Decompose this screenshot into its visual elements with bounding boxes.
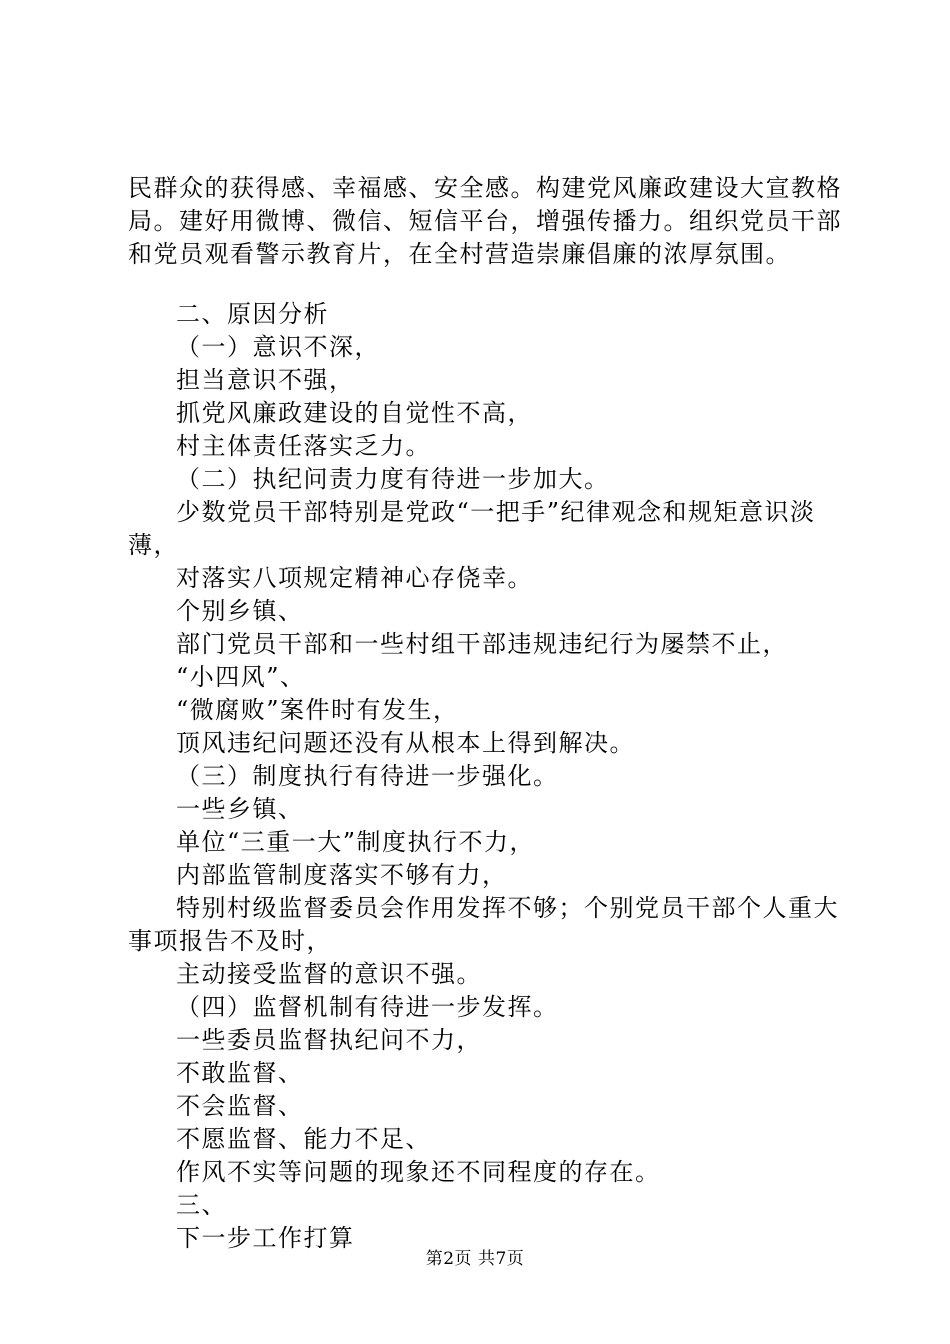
paragraph: “微腐败”案件时有发生，: [176, 696, 459, 724]
paragraph: 部门党员干部和一些村组干部违规违纪行为屡禁不止，: [176, 630, 788, 658]
paragraph: 一些委员监督执纪问不力，: [176, 1026, 482, 1054]
paragraph: 不会监督、: [176, 1092, 304, 1120]
page-number: 第2页 共7页: [425, 1249, 525, 1269]
paragraph: 内部监管制度落实不够有力，: [176, 861, 508, 889]
paragraph: 下一步工作打算: [176, 1224, 355, 1252]
paragraph: 顶风违纪问题还没有从根本上得到解决。: [176, 729, 635, 757]
section-heading: 三、: [176, 1191, 227, 1219]
subsection-heading: （一）意识不深，: [176, 333, 380, 361]
paragraph: 单位“三重一大”制度执行不力，: [176, 828, 536, 856]
paragraph: 作风不实等问题的现象还不同程度的存在。: [176, 1158, 661, 1186]
paragraph: “小四风”、: [176, 663, 306, 691]
paragraph: 一些乡镇、: [176, 795, 304, 823]
paragraph: 村主体责任落实乏力。: [176, 432, 431, 460]
paragraph: 担当意识不强，: [176, 366, 355, 394]
subsection-heading: （三）制度执行有待进一步强化。: [176, 762, 559, 790]
paragraph: 不愿监督、能力不足、: [176, 1125, 431, 1153]
document-body: [128, 172, 848, 1255]
section-heading: 二、原因分析: [176, 300, 329, 328]
paragraph: 对落实八项规定精神心存侥幸。: [176, 564, 533, 592]
paragraph: 不敢监督、: [176, 1059, 304, 1087]
subsection-heading: （四）监督机制有待进一步发挥。: [176, 993, 559, 1021]
paragraph: 民群众的获得感、幸福感、安全感。构建党风廉政建设大宣教格局。建好用微博、微信、短信平台，增强传播力。组织党员干部和党员观看警示教育片，在全村营造崇廉倡廉的浓厚氛围。: [128, 174, 842, 268]
paragraph: 少数党员干部特别是党政“一把手”纪律观念和规矩意识淡薄，: [128, 498, 816, 559]
paragraph: 主动接受监督的意识不强。: [176, 960, 482, 988]
paragraph: 个别乡镇、: [176, 597, 304, 625]
paragraph: 抓党风廉政建设的自觉性不高，: [176, 399, 533, 427]
paragraph: 特别村级监督委员会作用发挥不够；个别党员干部个人重大事项报告不及时，: [128, 894, 839, 955]
subsection-heading: （二）执纪问责力度有待进一步加大。: [176, 465, 610, 493]
